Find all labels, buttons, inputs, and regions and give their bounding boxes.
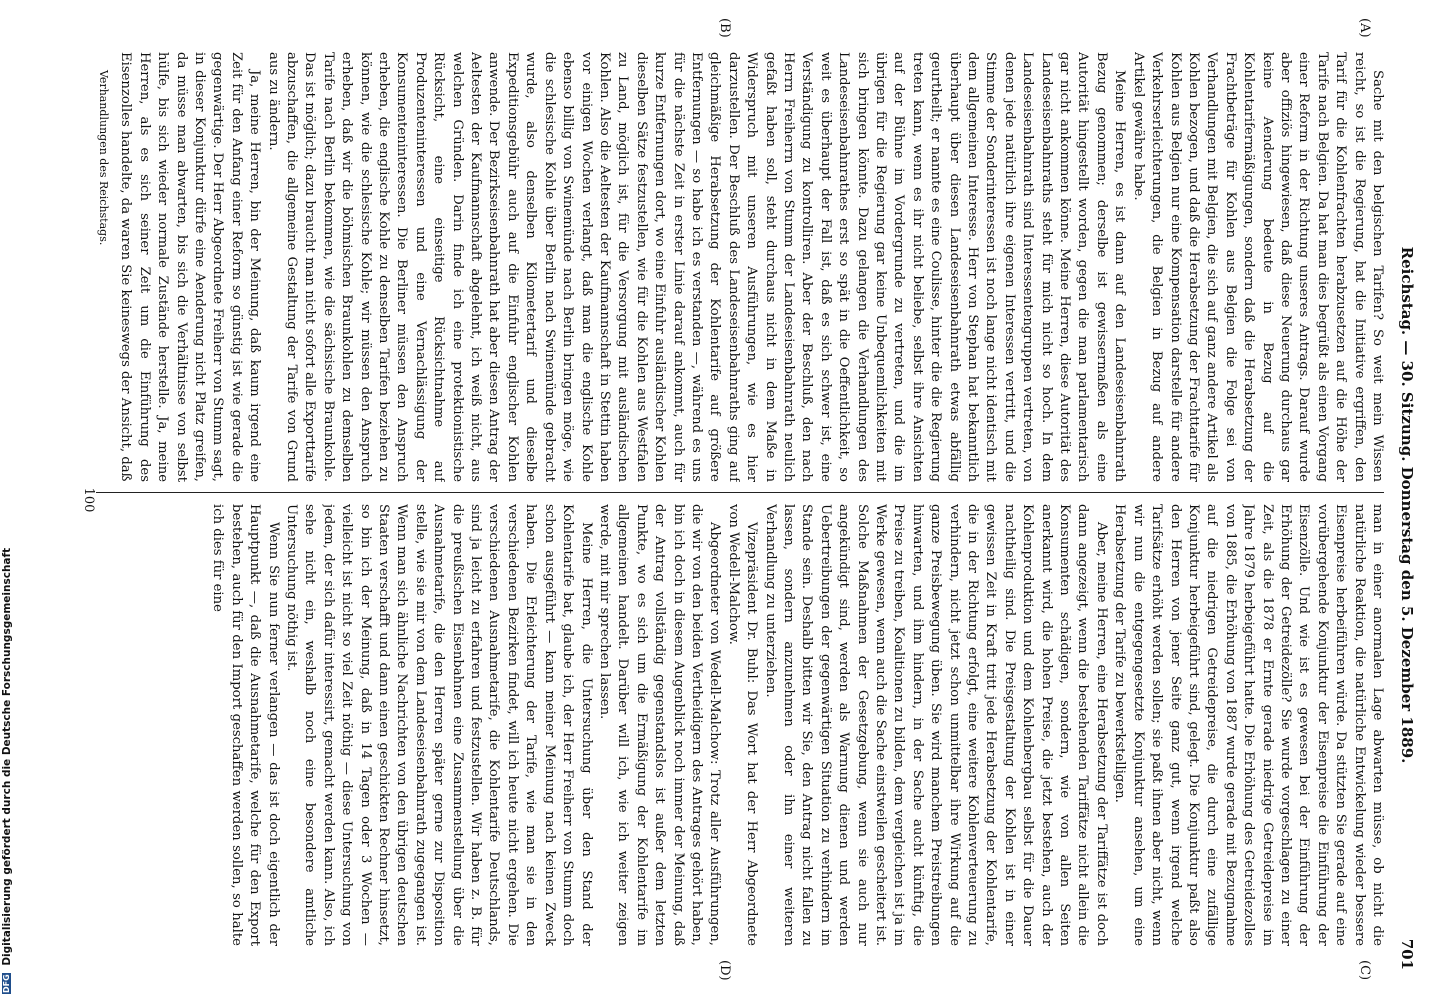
column-divider — [96, 492, 1384, 493]
margin-mark-c: (C) — [1357, 960, 1372, 981]
page-header — [1392, 40, 1416, 970]
left-paragraph-3: Ja, meine Herren, bin der Meinung, daß kaum irgend eine Zeit für den Anfang einer Reform so günstig ist wie gerade die gegenwärtige. Der Herr Abgeordnete Freiherr von Stumm sagt, in dieser Konjunktur dürfe eine Aenderung nicht Platz greifen, da müsse man abwarten, bis sich die Verhältnisse von selbst hülfe, bis sich wieder normale Zustände herstelle. Ja, meine Herren, als es sich seiner Zeit um die Einführung des Eisenzolles handelte, da waren Sie keineswegs der Ansicht, daß — [118, 52, 263, 482]
right-paragraph-vizepraesident: Vizepräsident Dr. Buhl: Das Wort hat der Herr Abgeordnete von Wedell-Malchow. — [725, 504, 760, 946]
right-paragraph-5: Meine Herren, die Untersuchung über den Stand der Kohlentarife bat, glaube ich, der Herr Freiherr von Stumm doch schon ausgeführt — kann meiner Meinung nach keinen Zweck haben. Die Erleichterung der Tarife, wie man sie in den verschiedenen Bezirken findet, will ich heute nicht ergehen. Die verschiedenen Ausnahmetarife, die Kohlentarife Deutschlands, sind ja leicht zu erfahren und festzustellen. Wir haben z. B. für die preußischen Eisenbahnen eine Zusammenstellung über die Ausnahmetarife, die den Herren später gerne zur Disposition stelle, wie sie mir von dem Landeseisenbahnrath zugegangen ist. Wenn man sich ähnliche Nachrichten von den übrigen deutschen Staaten verschafft und dann einen geschickten Rechner hinsetzt, so bin ich der Meinung, daß in 14 Tagen oder 3 Wochen — vielleicht ist nicht so viel Zeit nöthig — diese Untersuchung von jedem, der sich dafür interessirt, gemacht werden kann. Also, ich sehe nicht ein, weshalb noch eine besondere amtliche Untersuchung nöthig ist. — [284, 504, 594, 946]
dfg-logo-icon: DFG — [2, 974, 11, 993]
left-paragraph-2: Meine Herren, es ist dann auf den Landeseisenbahnrath Bezug genommen; derselbe ist gewissermaßen als eine Autorität hingestellt worden, gegen die man parlamentarisch gar nicht ankommen könne. Meine Herren, diese Autorität des Landeseisenbahnraths steht für mich nicht so hoch. In dem Landeseisenbahnrath sind Interessentengruppen vertreten, von denen jede natürlich ihre eigenen Interessen vertritt, und die Stimme der Sonderinteressen ist noch lange nicht identisch mit dem allgemeinen Interesse. Herr von Stephan hat bekanntlich überhaupt über diesen Landeseisenbahnrath etwas abfällig geurtheilt; er nannte es eine Coulisse, hinter die die Regierung treten kann, wenn es ihr nicht beliebe, selbst ihre Ansichten auf der Bühne im Vordergrunde zu vertreten, und die im übrigen für die Regierung gar keine Unbequemlichkeiten mit sich bringen könnte. Dazu gelangen die Verhandlungen des Landeseisenbahnrathes erst so spät in die Oeffentlichkeit, so weit es überhaupt der Fall ist, daß es sich schwer ist, eine Verständigung zu kontrolliren. Aber der Beschluß, den nach Herrn Freiherrn von Stumm der Landeseisenbahnrath neulich gefaßt haben soll, steht durchaus nicht in dem Maße in Widerspruch mit unseren Ausführungen, wie es hier darzustellen. Der Beschluß des Landeseisenbahnraths ging auf gleichmäßige Herabsetzung der Kohlentarife auf größere Entfernungen — so habe ich es verstanden —, während es uns für die nächste Zeit in erster Linie darauf ankommt, auch für kurze Entfernungen dort, wo eine Einfuhr ausländischer Kohlen dieselben Sätze festzustellen, wie für die Kohlen aus Westfalen zu Land, möglich ist, für die Versorgung mit ausländischen Kohlen. Also die Aeltesten der Kaufmannschaft in Stettin haben vor einigen Wochen verlangt, daß man die englische Kohle ebenso billig von Swinemünde nach Berlin bringen möge, wie die schlesische Kohle über Berlin nach Swinemünde gebracht wurde, also denselben Kilometertarif und dieselbe Expeditionsgebühr auch auf die Einfuhr englischer Kohlen anwende. Der Bezirkseisenbahnrath hat aber diesen Antrag der Aeltesten der Kaufmannschaft abgelehnt, ich weiß nicht, aus welchen Gründen. Darin finde ich eine protektionistische Rücksicht, eine einseitige Rücksichtnahme auf Produzenteninteressen und eine Vernachlässigung der Konsumenteninteressen. Die Berliner müssen den Anspruch erheben, die englische Kohle zu denselben Tarifen beziehen zu können, wie die schlesische Kohle; wir müssen den Anspruch erheben, daß wir die böhmischen Braunkohlen zu demselben Tarife nach Berlin bekommen, wie die sächsische Braunkohle. Das ist möglich; dazu braucht man nicht sofort alle Exporttarife abzuschaffen, die allgemeine Gestaltung der Tarife von Grund aus zu ändern. — [265, 52, 1128, 482]
header-title: Reichstag. — 30. Sitzung. Donnerstag den 5. Dezember 1889. — [1398, 246, 1416, 764]
margin-mark-b: (B) — [717, 18, 732, 38]
left-paragraph-1: Sache mit den belgischen Tarifen? So weit mein Wissen reicht, so ist die Regierung, hat die Initiative ergriffen, den Tarif für die Kohlenfrachten herabzusetzen auf die Höhe der Tarife nach Belgien. Da hat man dies begrüßt als einen Vorgang einer Reform in der Richtung unseres Antrags. Darauf wurde aber offiziös hingewiesen, daß diese Neuerung durchaus gar keine Aenderung bedeute in Bezug auf die Kohlentarifermäßigungen, sondern daß die Herabsetzung der Frachtbeträge für Kohlen aus Belgien die Folge sei von Verhandlungen mit Belgien, die sich auf ganz andere Artikel als Kohlen bezogen, und daß die Herabsetzung der Frachttarife für Kohlen aus Belgien nur eine Kompensation darstelle für andere Verkehrserleichterungen, die Belgien in Bezug auf andere Artikel gewähre habe. — [1130, 52, 1385, 482]
credit-text: Digitalisierung gefördert durch die Deutsche Forschungsgemeinschaft — [1, 547, 13, 966]
left-footnote: Verhandlungen des Reichstags. — [96, 70, 110, 246]
footer-page-number: 100 — [81, 487, 96, 513]
right-paragraph-2: Aber, meine Herren, eine Herabsetzung der Tariffätze ist doch dann angezeigt, wenn die bestehenden Tariffätze nicht allein die Konsumenten schädigen, sondern, wie von allen Seiten anerkannt wird, die hohen Preise, die jetzt bestehen, auch der Kohlenproduktion und dem Kohlenbergbau selbst für die Dauer nachtheilig sind. Die Preisgestaltung der Kohlen ist in einer gewissen Zeit in Kraft tritt jede Herabsetzung der Kohlentarife, die in der Richtung erfolgt, eine weitere Kohlenverteuerung zu verhindern, nicht jetzt schon unmittelbar ihre Wirkung auf die ganze Preisbewegung üben. Sie wird manchem Preistreibungen hinwarten, und ihm hindern, in der Sache aucht künftig, die Preise zu treiben, Koalitionen zu bilden, dem vergleichen ist ja im Werke gewesen, wenn auch die Sache einstweilen gescheitert ist. Solche Maßnahmen der Gesetzgebung, wenn sie auch nur angekündigt sind, werden als Warnung dienen und werden Uebertreibungen der gegenwärtigen Situation zu verhindern im Stande sein. Deshalb bitten wir Sie, den Antrag nicht fallen zu lassen, sondern anzunehmen oder ihn einer weiteren Verhandlung zu unterziehen. — [762, 504, 1109, 946]
right-paragraph-6: Wenn Sie nun ferner verlangen — das ist doch eigentlich der Hauptpunkt —, daß die Ausnahmetarife, welche für den Export bestehen, auch für den Import geschaffen werden sollen, so halte ich dies für eine — [210, 504, 281, 946]
margin-mark-d: (D) — [717, 960, 732, 981]
margin-mark-a: (A) — [1357, 18, 1372, 38]
right-paragraph-1: man in einer anormalen Lage abwarten müsse, ob nicht die natürliche Reaktion, die natürliche Entwickelung wieder bessere Eisenpreise herbeiführen würde. Da stützten Sie gerade auf eine vorübergehende Konjunktur der Eisenpreise die Einführung der Eisenzölle. Und wie ist es gewesen bei der Einführung der Erhöhung der Getreidezölle? Sie wurde vorgeschlagen zu einer Zeit, als die 1878 er Ernte gerade niedrige Getreidepreise im Jahre 1879 herbeigeführt hatte. Die Erhöhung des Getreidezolles von 1885, die Erhöhung von 1887 wurde gerade mit Bezugnahme auf die niedrigen Getreidepreise, die durch eine zufällige Konjunktur herbeigeführt sind, gelegt. Die Konjunktur paßt also den Herren von jener Seite ganz gut, wenn irgend welche Tarifsätze erhöht werden sollen; sie paßt ihnen aber nicht, wenn wir nun die entgegengesetzte Konjunktur ansehen, um eine Herabsetzung der Tarife zu bewerkstelligen. — [1112, 504, 1385, 946]
header-page-number: 701 — [1398, 938, 1416, 970]
digitization-credit — [1, 6, 15, 994]
left-column — [96, 52, 1386, 482]
right-paragraph-wedell-malchow: Abgeordneter von Wedell-Malchow: Trotz aller Ausführungen, die wir von den beiden Vertheidigern des Antrages gehört haben, bin ich doch in diesem Augenblick noch immer der Meinung, daß der Antrag vollständig gegenstandslos ist außer dem letzten Punkte, wo es sich um die Ermäßigung der Kohlentarife im allgemeinen handelt. Darüber will ich, wie ich weiter zeigen werde, mit mir sprechen lassen. — [596, 504, 723, 946]
right-column — [96, 504, 1386, 946]
